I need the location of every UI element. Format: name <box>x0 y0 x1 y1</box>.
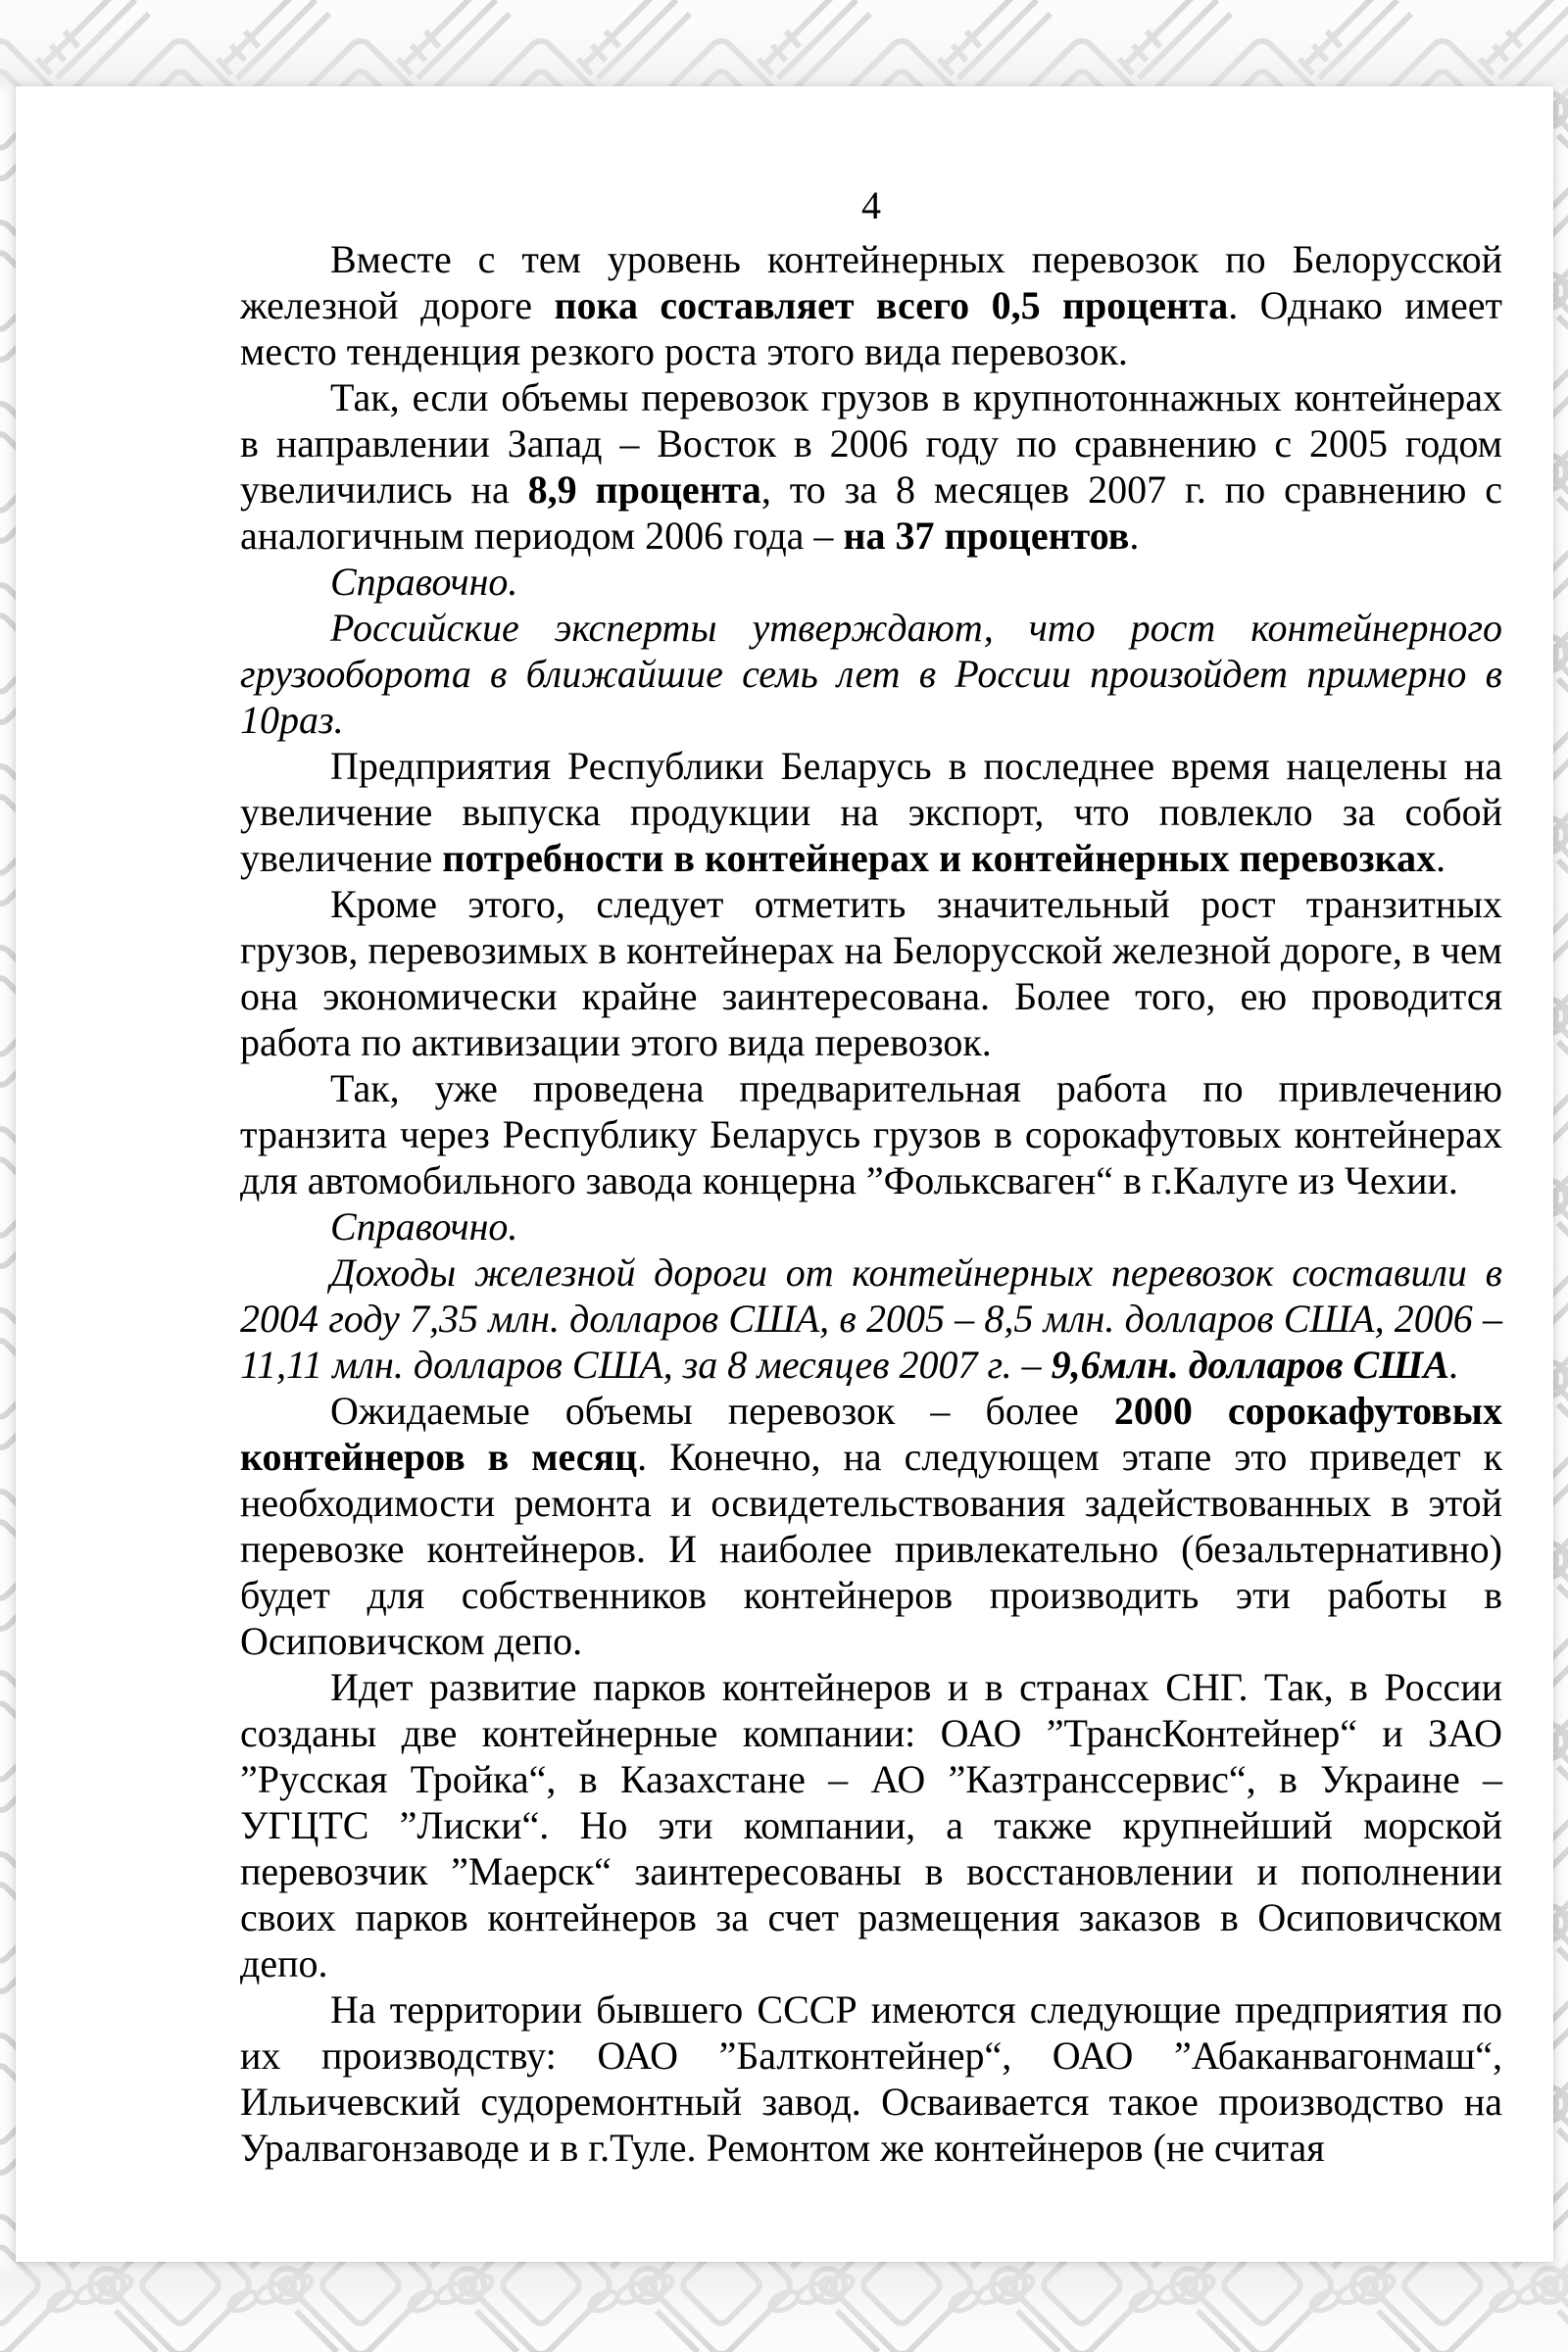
page-content <box>240 86 1502 2171</box>
text-run: . Однако имеет место тенденция резкого роста этого вида перевозок. <box>240 283 1502 373</box>
document-page <box>16 86 1553 2262</box>
text-run: Так, если объемы перевозок грузов в крупнотоннажных контейнерах в направлении Запад – Восток в 2006 году по сравнению с 2005 годом увеличились на <box>240 375 1502 512</box>
text-run: Ожидаемые объемы перевозок – более <box>330 1389 1114 1433</box>
text-run: Кроме этого, следует отметить значительный рост транзитных грузов, перевозимых в контейнерах на Белорусской железной дороге, в чем она экономически крайне заинтересована. Более того, ею проводится работа по активизации этого вида перевозок. <box>240 882 1502 1064</box>
paragraph-5 <box>240 743 1502 881</box>
text-run: . <box>1129 514 1140 558</box>
text-run-bold: потребности в контейнерах и контейнерных перевозках <box>442 836 1437 880</box>
text-run: Предприятия Республики Беларусь в последнее время нацелены на увеличение выпуска продукции на экспорт, что повлекло за собой увеличение <box>240 744 1502 880</box>
paragraph-2 <box>240 374 1502 559</box>
paragraph-6 <box>240 881 1502 1065</box>
text-run: Идет развитие парков контейнеров и в странах СНГ. Так, в России созданы две контейнерные компании: ОАО ”ТрансКонтейнер“ и ЗАО ”Русская Тройка“, в Казахстане – АО ”Казтранссервис“, в Украине – УГЦТС ”Лиски“. Но эти компании, а также крупнейший морской перевозчик ”Маерск“ заинтересованы в восстановлении и пополнении своих парков контейнеров за счет размещения заказов в Осиповичском депо. <box>240 1665 1502 1985</box>
paragraph-3-spravochno <box>240 559 1502 605</box>
text-run: На территории бывшего СССР имеются следующие предприятия по их производству: ОАО ”Балтконтейнер“, ОАО ”Абаканвагонмаш“, Ильичевский судоремонтный завод. Осваивается такое производство на Уралвагонзаводе и в г.Туле. Ремонтом же контейнеров (не считая <box>240 1987 1502 2170</box>
paragraph-9 <box>240 1250 1502 1388</box>
text-run-bold-italic: 9,6млн. долларов США <box>1051 1343 1449 1387</box>
paragraph-12 <box>240 1986 1502 2171</box>
page-number: 4 <box>861 183 881 227</box>
text-run: . Конечно, на следующем этапе это приведет к необходимости ремонта и освидетельствования задействованных в этой перевозке контейнеров. И наиболее привлекательно (безальтернативно) будет для собственников контейнеров производить эти работы в Осиповичском депо. <box>240 1435 1502 1663</box>
text-run-bold: 2000 сорокафутовых контейнеров в месяц <box>240 1389 1503 1479</box>
text-run-italic: Справочно. <box>330 560 518 604</box>
text-run-italic: Доходы железной дороги от контейнерных перевозок составили в 2004 году 7,35 млн. долларов США, в 2005 – 8,5 млн. долларов США, 2006 – 11,11 млн. долларов США, за 8 месяцев 2007 г. – <box>240 1250 1502 1387</box>
text-run-bold: пока составляет всего 0,5 процента <box>554 283 1229 327</box>
paragraph-7 <box>240 1065 1502 1203</box>
text-run: Так, уже проведена предварительная работа по привлечению транзита через Республику Беларусь грузов в сорокафутовых контейнерах для автомобильного завода концерна ”Фольксваген“ в г.Калуге из Чехии. <box>240 1066 1502 1202</box>
text-run: . <box>1436 836 1446 880</box>
paragraph-11 <box>240 1664 1502 1986</box>
text-run-bold: на 37 процентов <box>843 514 1130 558</box>
text-run: , то за 8 месяцев 2007 г. по сравнению с аналогичным периодом 2006 года – <box>240 467 1502 558</box>
text-run-italic: Справочно. <box>330 1204 518 1249</box>
text-run-italic: . <box>1448 1343 1459 1387</box>
paragraph-1 <box>240 236 1502 374</box>
text-run-italic: Российские эксперты утверждают, что рост контейнерного грузооборота в ближайшие семь лет в России произойдет примерно в 10раз. <box>240 606 1502 742</box>
text-run-bold: 8,9 процента <box>527 467 761 512</box>
paragraph-10 <box>240 1388 1502 1664</box>
text-run: Вместе с тем уровень контейнерных перевозок по Белорусской железной дороге <box>240 237 1502 327</box>
paragraph-4 <box>240 605 1502 743</box>
paragraph-8-spravochno <box>240 1203 1502 1250</box>
